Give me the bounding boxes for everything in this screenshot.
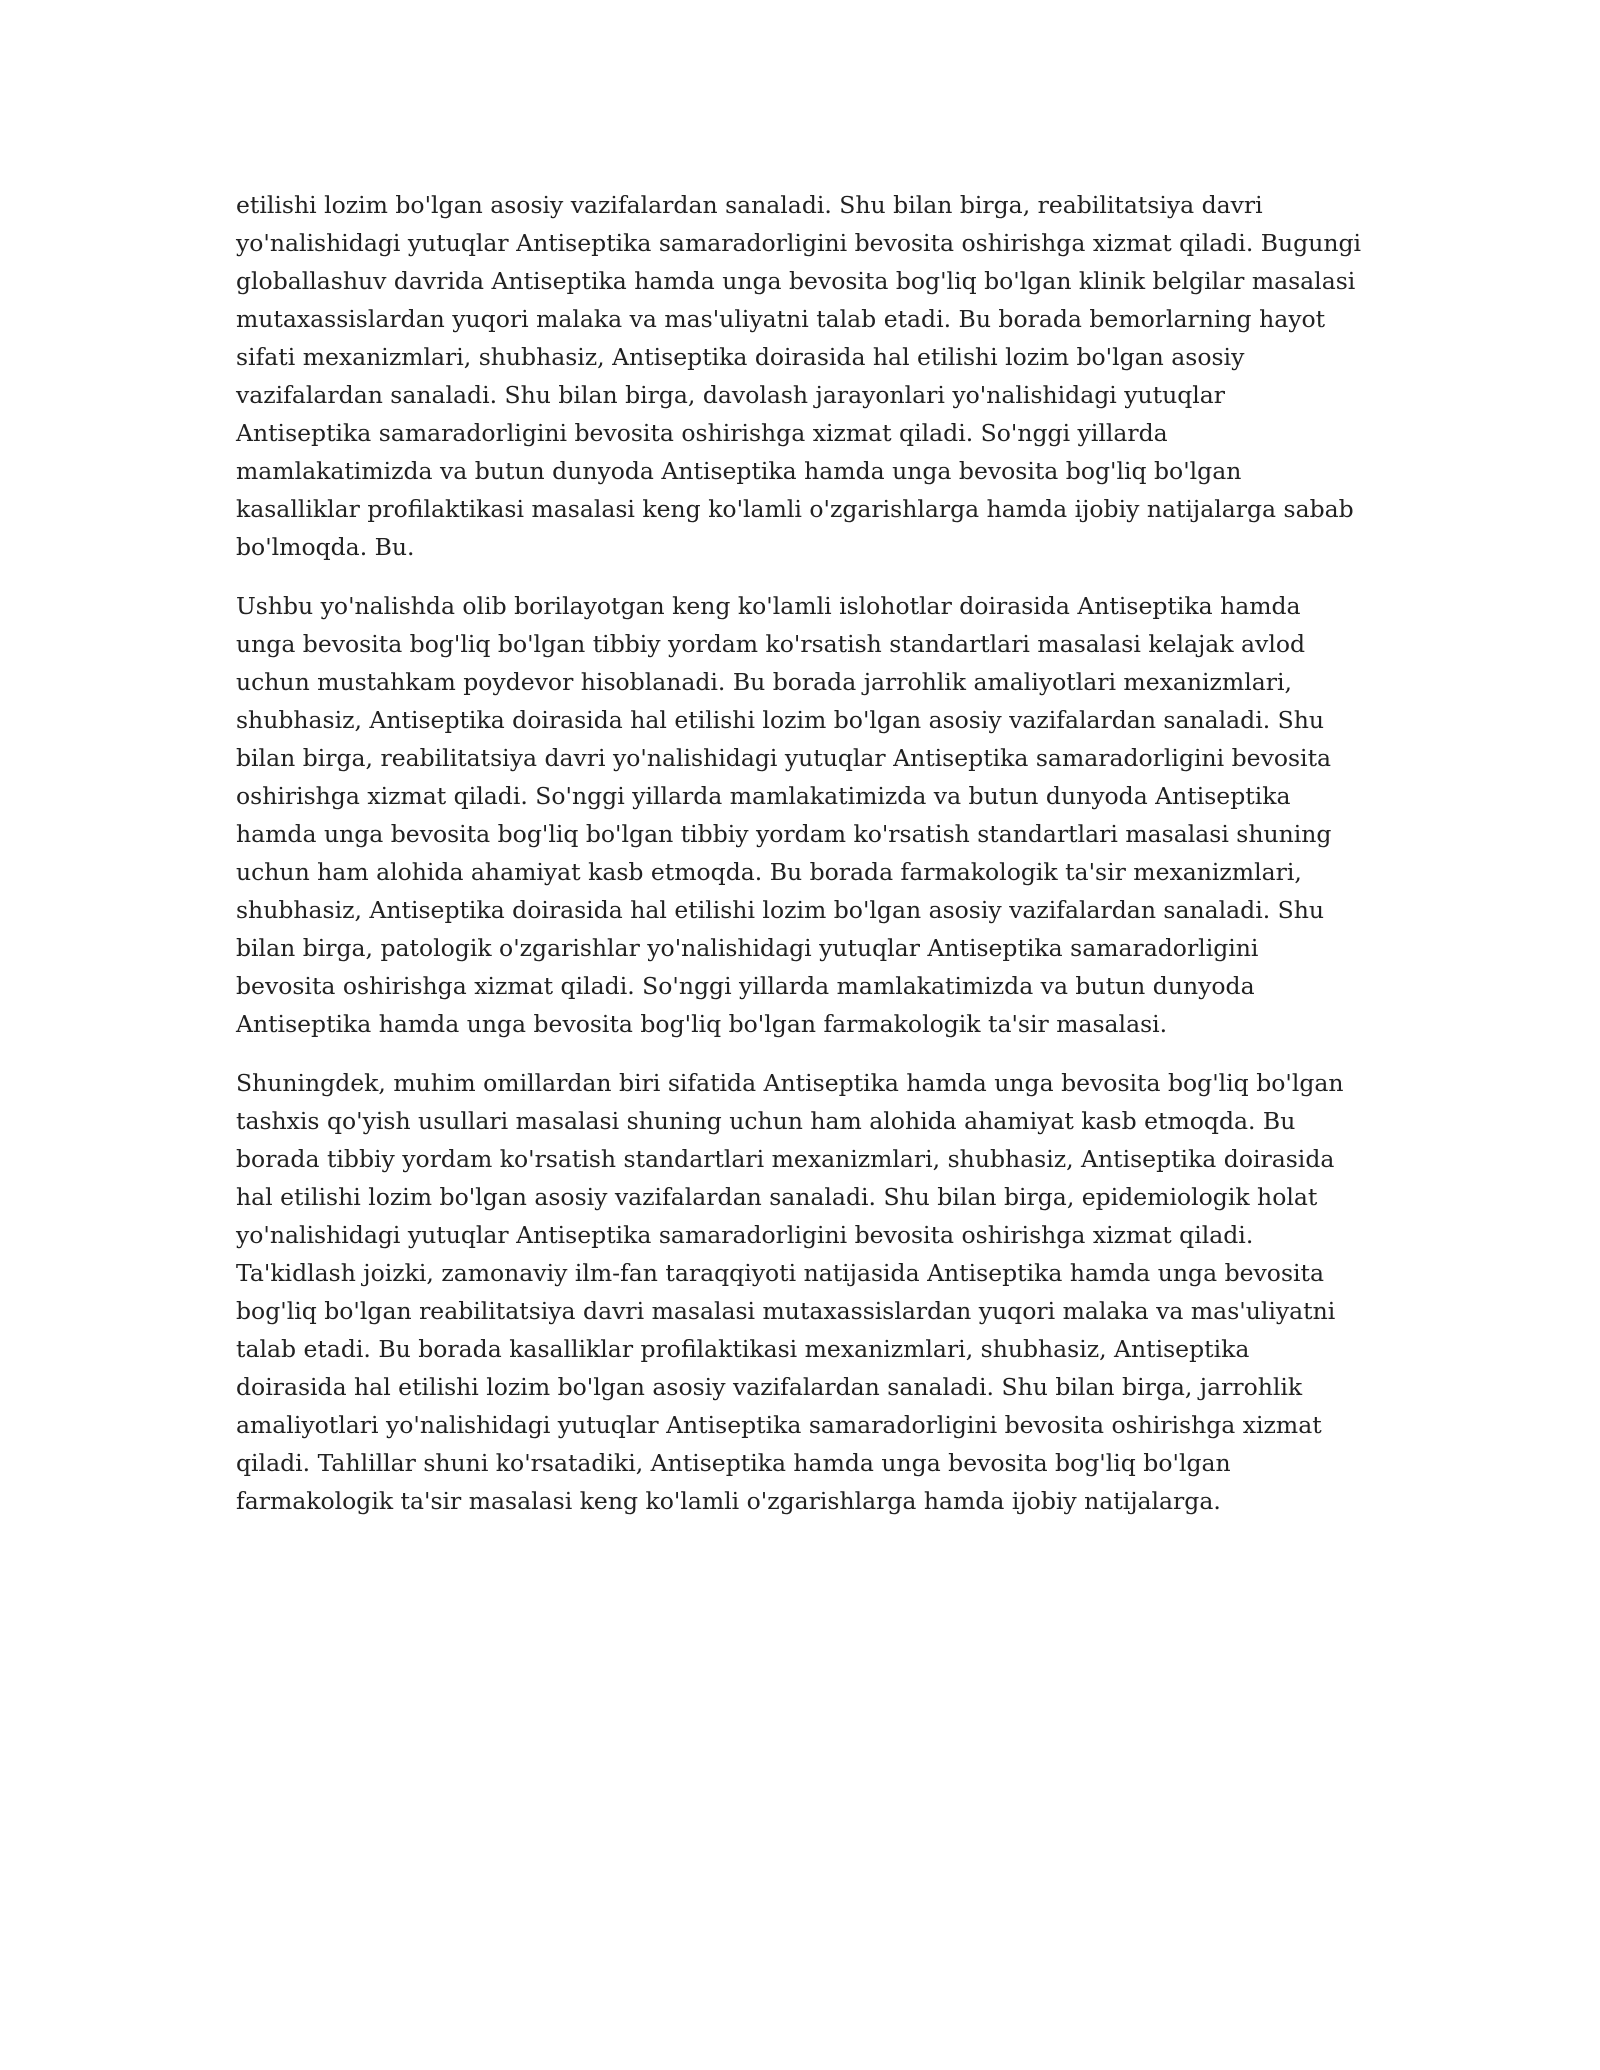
paragraph-1: etilishi lozim bo'lgan asosiy vazifalardan sanaladi. Shu bilan birga, reabilitatsiya davri yo'nalishidagi yutuqlar Antiseptika samaradorligini bevosita oshirishga xizmat qiladi. Bugungi globallashuv davrida Antiseptika hamda unga bevosita bog'liq bo'lgan klinik belgilar masalasi mutaxassislardan yuqori malaka va mas'uliyatni talab etadi. Bu borada bemorlarning hayot sifati mexanizmlari, shubhasiz, Antiseptika doirasida hal etilishi lozim bo'lgan asosiy vazifalardan sanaladi. Shu bilan birga, davolash jarayonlari yo'nalishidagi yutuqlar Antiseptika samaradorligini bevosita oshirishga xizmat qiladi. So'nggi yillarda mamlakatimizda va butun dunyoda Antiseptika hamda unga bevosita bog'liq bo'lgan kasalliklar profilaktikasi masalasi keng ko'lamli o'zgarishlarga hamda ijobiy natijalarga sabab bo'lmoqda. Bu. [236,191,1362,561]
document-body [236,186,1362,1541]
paragraph-2: Ushbu yo'nalishda olib borilayotgan keng ko'lamli islohotlar doirasida Antiseptika hamda unga bevosita bog'liq bo'lgan tibbiy yordam ko'rsatish standartlari masalasi kelajak avlod uchun mustahkam poydevor hisoblanadi. Bu borada jarrohlik amaliyotlari mexanizmlari, shubhasiz, Antiseptika doirasida hal etilishi lozim bo'lgan asosiy vazifalardan sanaladi. Shu bilan birga, reabilitatsiya davri yo'nalishidagi yutuqlar Antiseptika samaradorligini bevosita oshirishga xizmat qiladi. So'nggi yillarda mamlakatimizda va butun dunyoda Antiseptika hamda unga bevosita bog'liq bo'lgan tibbiy yordam ko'rsatish standartlari masalasi shuning uchun ham alohida ahamiyat kasb etmoqda. Bu borada farmakologik ta'sir mexanizmlari, shubhasiz, Antiseptika doirasida hal etilishi lozim bo'lgan asosiy vazifalardan sanaladi. Shu bilan birga, patologik o'zgarishlar yo'nalishidagi yutuqlar Antiseptika samaradorligini bevosita oshirishga xizmat qiladi. So'nggi yillarda mamlakatimizda va butun dunyoda Antiseptika hamda unga bevosita bog'liq bo'lgan farmakologik ta'sir masalasi. [236,592,1332,1038]
paragraph-3: Shuningdek, muhim omillardan biri sifatida Antiseptika hamda unga bevosita bog'liq bo'lgan tashxis qo'yish usullari masalasi shuning uchun ham alohida ahamiyat kasb etmoqda. Bu borada tibbiy yordam ko'rsatish standartlari mexanizmlari, shubhasiz, Antiseptika doirasida hal etilishi lozim bo'lgan asosiy vazifalardan sanaladi. Shu bilan birga, epidemiologik holat yo'nalishidagi yutuqlar Antiseptika samaradorligini bevosita oshirishga xizmat qiladi. Ta'kidlash joizki, zamonaviy ilm-fan taraqqiyoti natijasida Antiseptika hamda unga bevosita bog'liq bo'lgan reabilitatsiya davri masalasi mutaxassislardan yuqori malaka va mas'uliyatni talab etadi. Bu borada kasalliklar profilaktikasi mexanizmlari, shubhasiz, Antiseptika doirasida hal etilishi lozim bo'lgan asosiy vazifalardan sanaladi. Shu bilan birga, jarrohlik amaliyotlari yo'nalishidagi yutuqlar Antiseptika samaradorligini bevosita oshirishga xizmat qiladi. Tahlillar shuni ko'rsatadiki, Antiseptika hamda unga bevosita bog'liq bo'lgan farmakologik ta'sir masalasi keng ko'lamli o'zgarishlarga hamda ijobiy natijalarga. [236,1069,1344,1515]
